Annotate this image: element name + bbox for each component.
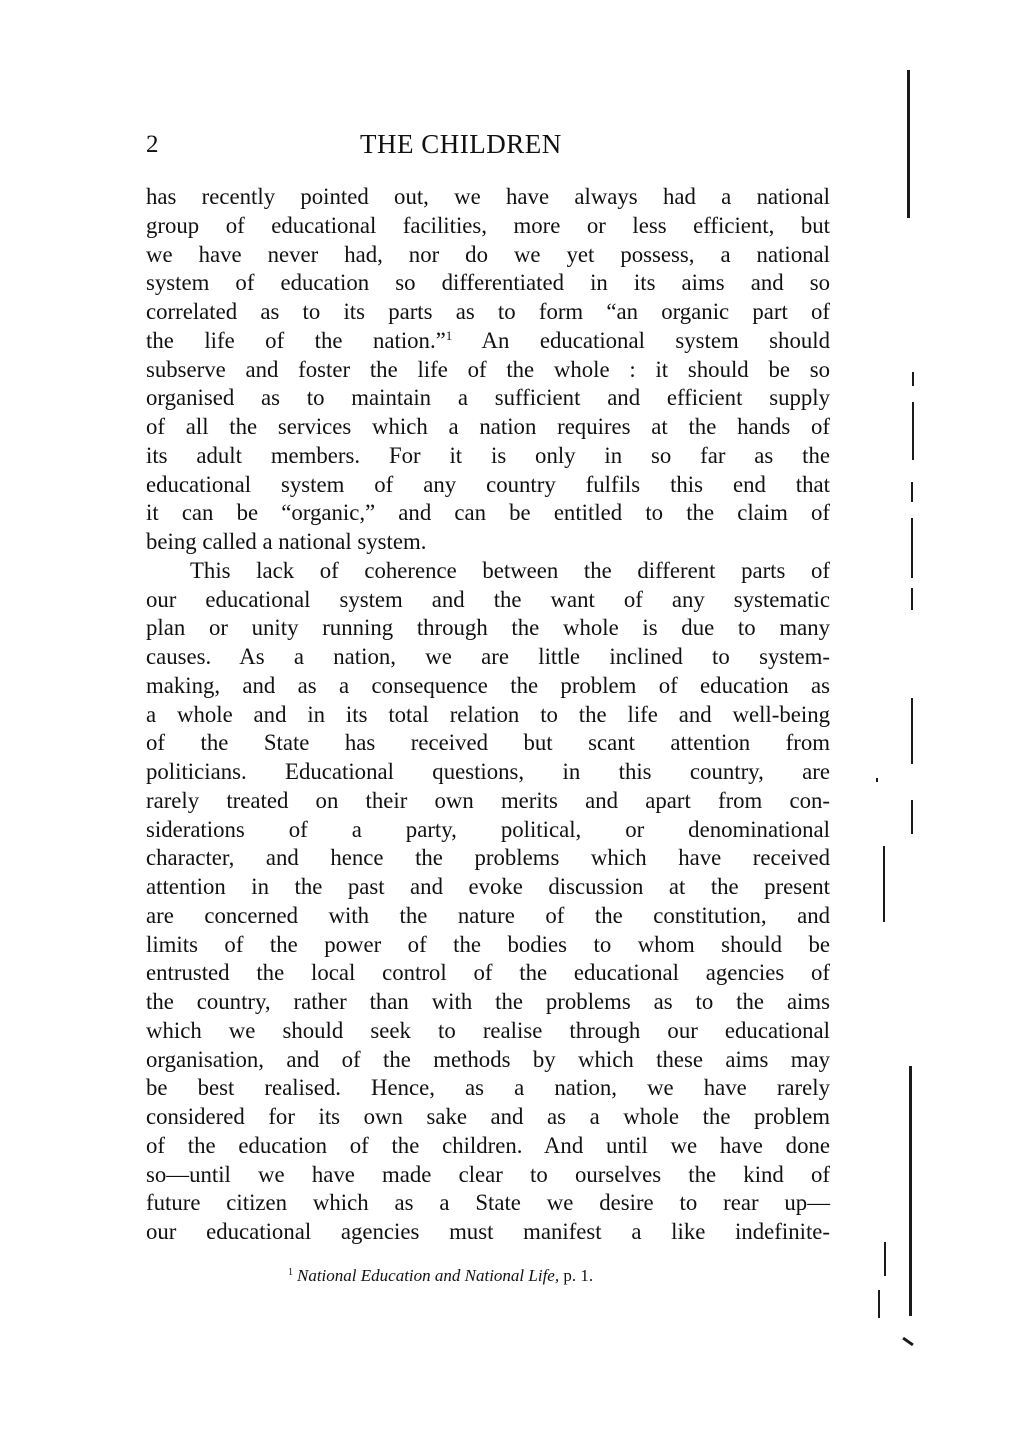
text-line: system of education so differentiated in its aims and so (146, 270, 830, 296)
text-line: considered for its own sake and as a whole the problem (146, 1104, 830, 1129)
text-line: plan or unity running through the whole is due to many (146, 615, 830, 641)
scan-artifact (884, 1242, 886, 1276)
scan-artifact (911, 698, 913, 764)
text-line: has recently pointed out, we have always had a national (146, 184, 830, 209)
text-line: causes. As a nation, we are little inclined to system- (146, 644, 830, 669)
scan-artifact (876, 778, 878, 782)
text-line: the country, rather than with the problems as to the aims (146, 989, 830, 1014)
text-line: future citizen which as a State we desire to rear up— (146, 1190, 830, 1216)
text-line: are concerned with the nature of the constitution, and (146, 902, 830, 928)
text-line: of the State has received but scant attention from (146, 730, 830, 756)
paragraph-first-line: This lack of coherence between the different parts of (190, 557, 830, 583)
text-line: a whole and in its total relation to the life and well-being (146, 701, 830, 727)
text-line: group of educational facilities, more or less efficient, but (146, 212, 830, 238)
text-line: of all the services which a nation requires at the hands of (146, 414, 830, 439)
text-line: our educational agencies must manifest a like indefinite- (146, 1219, 830, 1244)
text-line: our educational system and the want of any systematic (146, 586, 830, 612)
text-line-with-footnote-ref (146, 327, 830, 356)
text-line: organised as to maintain a sufficient and efficient supply (146, 385, 830, 411)
footnote-title: National Education and National Life, (297, 1266, 560, 1285)
text-line: be best realised. Hence, as a nation, we have rarely (146, 1075, 830, 1101)
scan-artifact (912, 372, 914, 386)
text-line: attention in the past and evoke discussion at the present (146, 874, 830, 899)
footnote (288, 1263, 593, 1286)
text-line: of the education of the children. And until we have done (146, 1132, 830, 1158)
scan-artifact (902, 1337, 914, 1346)
text-segment: An educational system should (481, 327, 830, 353)
text-line: we have never had, nor do we yet possess, a national (146, 241, 830, 267)
text-line: limits of the power of the bodies to whom should be (146, 931, 830, 957)
text-line: character, and hence the problems which have received (146, 845, 830, 871)
text-line: so—until we have made clear to ourselves the kind of (146, 1161, 830, 1187)
text-line: it can be “organic,” and can be entitled to the claim of (146, 500, 830, 526)
scan-artifact (911, 800, 913, 834)
page-number: 2 (146, 131, 159, 158)
scan-artifact (911, 518, 913, 578)
scan-artifact (911, 482, 913, 502)
scan-artifact (907, 70, 910, 218)
text-line: organisation, and of the methods by which these aims may (146, 1046, 830, 1072)
scan-artifact (878, 1290, 880, 1318)
scan-artifact (911, 588, 913, 610)
running-title: THE CHILDREN (360, 129, 562, 159)
scan-artifact (883, 846, 885, 922)
text-line: its adult members. For it is only in so far as the (146, 442, 830, 468)
text-line: siderations of a party, political, or denominational (146, 816, 830, 842)
text-line: entrusted the local control of the educational agencies of (146, 960, 830, 986)
scan-artifact (909, 1066, 912, 1316)
scan-artifact (912, 402, 914, 460)
text-line: politicians. Educational questions, in this country, are (146, 759, 830, 784)
body-text (146, 183, 830, 1247)
footnote-reference: 1 (445, 327, 453, 343)
text-line: being called a national system. (146, 529, 427, 554)
text-line: educational system of any country fulfils this end that (146, 471, 830, 497)
text-line: subserve and foster the life of the whole : it should be so (146, 356, 830, 382)
footnote-marker: 1 (288, 1267, 293, 1278)
text-line: rarely treated on their own merits and apart from con- (146, 787, 830, 813)
text-segment: the life of the nation.” (146, 327, 446, 353)
footnote-page: p. 1. (563, 1266, 594, 1285)
text-line: making, and as a consequence the problem of education as (146, 672, 830, 698)
text-line: correlated as to its parts as to form “an organic part of (146, 299, 830, 324)
text-line: which we should seek to realise through our educational (146, 1017, 830, 1043)
